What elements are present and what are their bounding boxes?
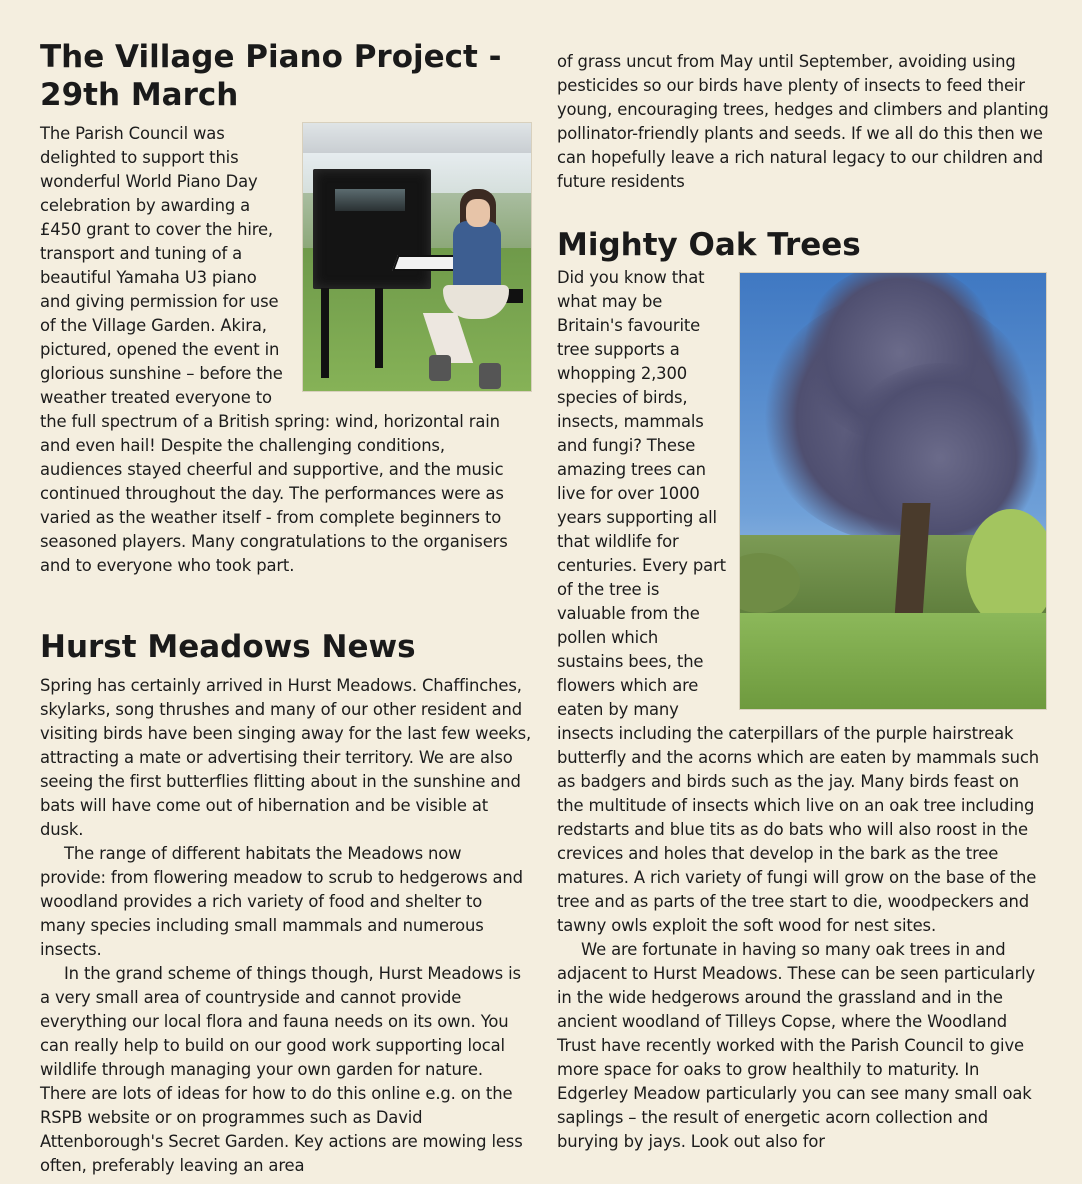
piano-article-body <box>40 122 532 578</box>
meadows-paragraph-3: In the grand scheme of things though, Hurst Meadows is a very small area of countryside and cannot provide everything our local flora and fauna needs on its own. You can really help to build on our good work supporting local wildlife through managing your own garden for nature. There are lots of ideas for how to do this online e.g. on the RSPB website or on programmes such as David Attenborough's Secret Garden. Key actions are mowing less often, preferably leaving an area <box>40 964 523 1175</box>
piano-paragraph: The Parish Council was delighted to support this wonderful World Piano Day celebration by awarding a £450 grant to cover the hire, transport and tuning of a beautiful Yamaha U3 piano and giving permission for use of the Village Garden. Akira, pictured, opened the event in glorious sunshine – before the weather treated everyone to the full spectrum of a British spring: wind, horizontal rain and even hail! Despite the challenging conditions, audiences stayed cheerful and supportive, and the music continued throughout the day. The performances were as varied as the weather itself - from complete beginners to seasoned players. Many congratulations to the organisers and to everyone who took part. <box>40 124 508 575</box>
left-column <box>40 0 532 1184</box>
meadows-paragraph-2: The range of different habitats the Meadows now provide: from flowering meadow to scrub to hedgerows and woodland provides a rich variety of food and shelter to many species including small mammals and numerous insects. <box>40 844 523 959</box>
piano-article-title: The Village Piano Project - 29th March <box>40 39 502 113</box>
meadows-article-body <box>40 674 532 1178</box>
meadows-continuation-paragraph: of grass uncut from May until September, avoiding using pesticides so our birds have plenty of insects to feed their young, encouraging trees, hedges and climbers and planting pollinator-friendly plants and seeds. If we all do this then we can hopefully leave a rich natural legacy to our children and future residents <box>557 52 1049 191</box>
meadows-article-title: Hurst Meadows News <box>40 629 416 665</box>
piano-photo <box>302 122 532 392</box>
right-column <box>557 0 1053 1184</box>
meadows-continuation <box>557 50 1053 194</box>
oak-article-title: Mighty Oak Trees <box>557 227 861 263</box>
oak-paragraph-2: We are fortunate in having so many oak trees in and adjacent to Hurst Meadows. These can be seen particularly in the wide hedgerows around the grassland and in the ancient woodland of Tilleys Copse, where the Woodland Trust have recently worked with the Parish Council to give more space for oaks to grow healthily to maturity. In Edgerley Meadow particularly you can see many small oak saplings – the result of energetic acorn collection and burying by jays. Look out also for <box>557 940 1036 1151</box>
meadows-paragraph-1: Spring has certainly arrived in Hurst Meadows. Chaffinches, skylarks, song thrushes and many of our other resident and visiting birds have been singing away for the last few weeks, attracting a mate or advertising their territory. We are also seeing the first butterflies flitting about in the sunshine and bats will have come out of hibernation and be visible at dusk. <box>40 676 532 839</box>
oak-article-body <box>557 266 1047 1154</box>
oak-tree-photo <box>739 272 1047 710</box>
oak-paragraph-1: Did you know that what may be Britain's favourite tree supports a whopping 2,300 species of birds, insects, mammals and fungi? These amazing trees can live for over 1000 years supporting all that wildlife for centuries. Every part of the tree is valuable from the pollen which sustains bees, the flowers which are eaten by many insects including the caterpillars of the purple hairstreak butterfly and the acorns which are eaten by mammals such as badgers and birds such as the jay. Many birds feast on the multitude of insects which live on an oak tree including redstarts and blue tits as do bats who will also roost in the crevices and holes that develop in the bark as the tree matures. A rich variety of fungi will grow on the base of the tree and as parts of the tree start to die, woodpeckers and tawny owls exploit the soft wood for nest sites. <box>557 268 1039 935</box>
